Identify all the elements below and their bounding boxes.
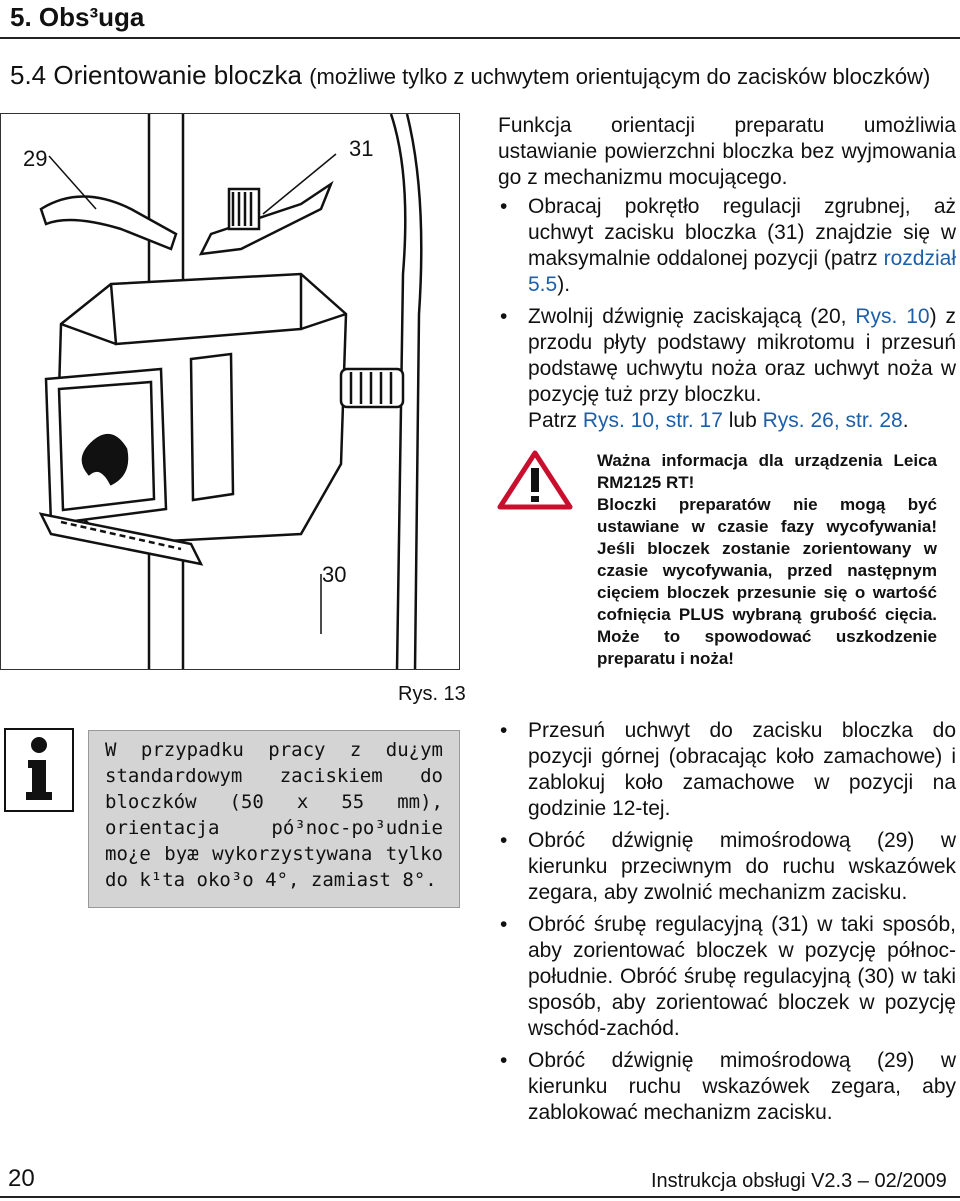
step-text: . xyxy=(902,409,909,432)
figure-caption: Rys. 13 xyxy=(398,683,466,705)
callout-31: 31 xyxy=(349,136,374,161)
document-version: Instrukcja obsługi V2.3 – 02/2009 xyxy=(651,1170,947,1192)
list-item: • Obróć dźwignię mimośrodową (29) w kierunku ruchu wskazówek zegara, aby zablokować mechanizm zacisku. xyxy=(498,1048,956,1126)
warning-title: Ważna informacja dla urządzenia Leica RM2125 RT! xyxy=(597,451,937,492)
chapter-title: 5. Obs³uga xyxy=(10,2,145,32)
figure-block-clamp xyxy=(0,113,460,670)
link-rys-10[interactable]: Rys. 10 xyxy=(855,305,930,328)
page-number: 20 xyxy=(8,1165,35,1192)
warning-triangle-icon xyxy=(497,450,573,510)
intro-paragraph: Funkcja orientacji preparatu umożliwia ustawianie powierzchni bloczka bez wyjmowania go z mechanizmu mocującego. xyxy=(498,114,956,189)
list-item xyxy=(498,304,956,434)
step-text: Obracaj pokrętło regulacji zgrubnej, aż uchwyt zacisku bloczka (31) znajdzie się w maksymalnie oddalonej pozycji (patrz xyxy=(528,195,956,270)
link-rys-26-str-28[interactable]: Rys. 26, str. 28 xyxy=(762,409,903,432)
section-subtitle: (możliwe tylko z uchwytem orientującym do zacisków bloczków) xyxy=(309,64,931,89)
info-note: W przypadku pracy z du¿ym standardowym zaciskiem do bloczków (50 x 55 mm), orientacja pó³noc-po³udnie mo¿e byæ wykorzystywana tylko do k¹ta oko³o 4°, zamiast 8°. xyxy=(88,730,460,908)
steps-list-2 xyxy=(498,718,956,1132)
warning-note xyxy=(597,450,937,670)
list-item: • Obróć dźwignię mimośrodową (29) w kierunku przeciwnym do ruchu wskazówek zegara, aby zwolnić mechanizm zacisku. xyxy=(498,828,956,906)
steps-list-1 xyxy=(498,194,956,440)
list-item: • Przesuń uchwyt do zacisku bloczka do pozycji górnej (obracając koło zamachowe) i zablokuj koło zamachowe w pozycji na godzinie 12-tej. xyxy=(498,718,956,822)
clamp-drawing xyxy=(1,114,460,670)
step-text: ) z przodu płyty podstawy mikrotomu i przesuń podstawę uchwytu noża oraz uchwyt noża w pozycję tuż przy bloczku. xyxy=(528,305,956,406)
step-text: Zwolnij dźwignię zaciskającą (20, xyxy=(528,305,856,328)
list-item: • Obróć śrubę regulacyjną (31) w taki sposób, aby zorientować bloczek w pozycję północ-południe. Obróć śrubę regulacyjną (30) w taki sposób, aby zorientować bloczek w pozycję wschód-zachód. xyxy=(498,912,956,1042)
info-glyph xyxy=(6,730,72,810)
section-heading: 5.4 Orientowanie bloczka xyxy=(10,60,302,90)
warning-body: Bloczki preparatów nie mogą być ustawiane w czasie fazy wycofywania! Jeśli bloczek zostanie zorientowany w czasie wycofywania, przed następnym cięciem bloczek przesunie się o wartość cofnięcia PLUS wybraną grubość cięcia. Może to spowodować uszkodzenie preparatu i noża! xyxy=(597,495,937,668)
link-rozdzial[interactable]: rozdział 5.5 xyxy=(528,247,956,296)
list-item xyxy=(498,194,956,298)
link-rys-10-str-17[interactable]: Rys. 10, str. 17 xyxy=(582,409,723,432)
header-rule xyxy=(0,37,960,39)
info-icon xyxy=(4,728,74,812)
section-title xyxy=(10,60,930,91)
footer-rule xyxy=(0,1196,960,1198)
step-text: lub xyxy=(722,409,763,432)
callout-30: 30 xyxy=(322,562,347,587)
see-label: Patrz xyxy=(528,409,583,432)
step-text: ). xyxy=(557,273,571,296)
callout-29: 29 xyxy=(23,146,48,171)
